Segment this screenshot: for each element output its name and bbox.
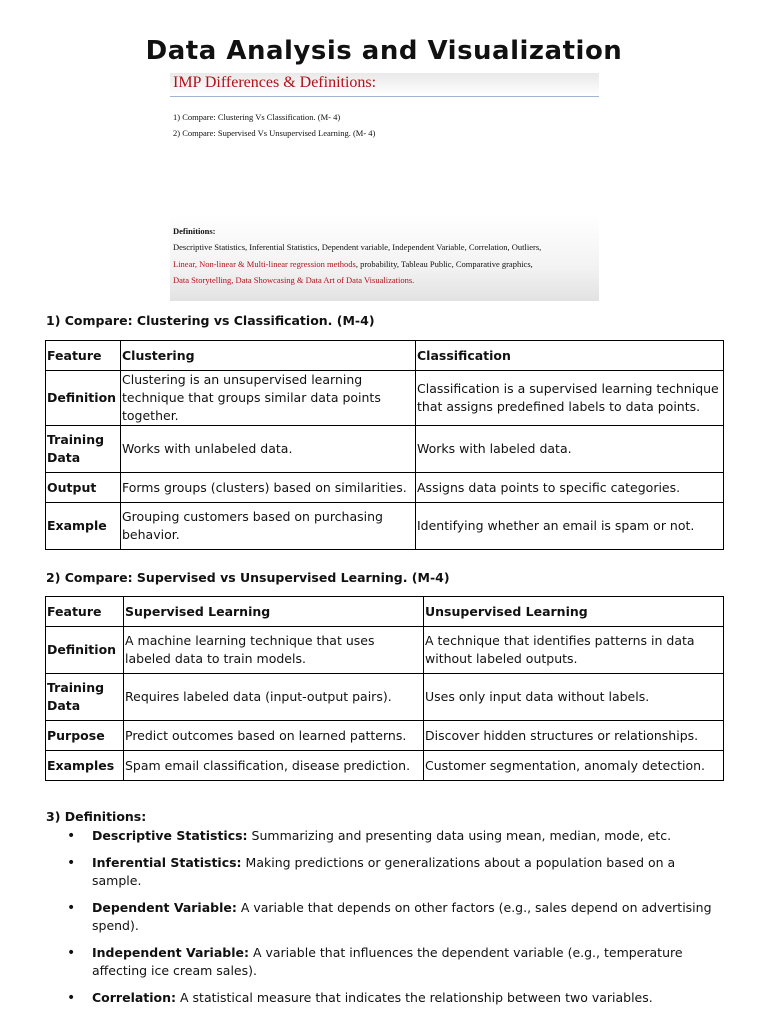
- definition-term: Dependent Variable:: [92, 900, 237, 915]
- column-header: Supervised Learning: [124, 597, 424, 627]
- row-header: Example: [46, 503, 121, 550]
- snapshot-definitions-line: Descriptive Statistics, Inferential Statistics, Dependent variable, Independent Variable, Correlation, Outliers,: [173, 242, 542, 252]
- column-header: Feature: [46, 597, 124, 627]
- table-row: [46, 503, 724, 550]
- list-item: [46, 854, 726, 890]
- table-cell: Customer segmentation, anomaly detection.: [424, 751, 724, 781]
- table-header-row: [46, 597, 724, 627]
- table-cell: A technique that identifies patterns in data without labeled outputs.: [424, 627, 724, 674]
- section2-heading: 2) Compare: Supervised vs Unsupervised Learning. (M-4): [46, 570, 450, 585]
- table-cell: Requires labeled data (input-output pairs).: [124, 674, 424, 721]
- table-cell: Uses only input data without labels.: [424, 674, 724, 721]
- table-cell: Discover hidden structures or relationships.: [424, 721, 724, 751]
- row-header: Training Data: [46, 426, 121, 473]
- definition-term: Descriptive Statistics:: [92, 828, 248, 843]
- definition-text: A variable that influences the dependent variable (e.g., temperature affecting ice cream sales).: [92, 945, 683, 978]
- bullet-icon: •: [67, 855, 76, 871]
- definition-text: Making predictions or generalizations about a population based on a sample.: [92, 855, 676, 888]
- snapshot-item: 2) Compare: Supervised Vs Unsupervised Learning. (M- 4): [173, 128, 376, 138]
- table-row: [46, 674, 724, 721]
- table-header-row: [46, 341, 724, 371]
- definition-term: Inferential Statistics:: [92, 855, 242, 870]
- supervised-vs-unsupervised-table: [45, 596, 724, 781]
- row-header: Purpose: [46, 721, 124, 751]
- column-header: Classification: [416, 341, 724, 371]
- table-cell: Spam email classification, disease prediction.: [124, 751, 424, 781]
- table-cell: Forms groups (clusters) based on similarities.: [121, 473, 416, 503]
- bullet-icon: •: [67, 945, 76, 961]
- column-header: Feature: [46, 341, 121, 371]
- definition-term: Correlation:: [92, 990, 177, 1005]
- definition-term: Independent Variable:: [92, 945, 249, 960]
- bullet-icon: •: [67, 900, 76, 916]
- table-cell: Works with labeled data.: [416, 426, 724, 473]
- section3-heading: 3) Definitions:: [46, 809, 147, 824]
- snapshot-header: IMP Differences & Definitions:: [170, 73, 599, 97]
- table-cell: Grouping customers based on purchasing behavior.: [121, 503, 416, 550]
- definition-text: A variable that depends on other factors (e.g., sales depend on advertising spend).: [92, 900, 712, 933]
- section1-heading: 1) Compare: Clustering vs Classification. (M-4): [46, 313, 375, 328]
- column-header: Clustering: [121, 341, 416, 371]
- table-cell: Assigns data points to specific categories.: [416, 473, 724, 503]
- snapshot-item: 1) Compare: Clustering Vs Classification. (M- 4): [173, 112, 341, 122]
- row-header: Definition: [46, 627, 124, 674]
- clustering-vs-classification-table: [45, 340, 724, 550]
- list-item: [46, 899, 726, 935]
- row-header: Definition: [46, 371, 121, 426]
- table-cell: Predict outcomes based on learned patterns.: [124, 721, 424, 751]
- table-row: [46, 473, 724, 503]
- table-cell: A machine learning technique that uses labeled data to train models.: [124, 627, 424, 674]
- embedded-notes-image: [170, 73, 599, 301]
- table-row: [46, 627, 724, 674]
- definition-text: A statistical measure that indicates the relationship between two variables.: [176, 990, 653, 1005]
- table-cell: Classification is a supervised learning technique that assigns predefined labels to data points.: [416, 371, 724, 426]
- definitions-list: [46, 827, 726, 1016]
- row-header: Output: [46, 473, 121, 503]
- list-item: [46, 989, 726, 1007]
- table-cell: Identifying whether an email is spam or not.: [416, 503, 724, 550]
- snapshot-text: , probability, Tableau Public, Comparative graphics,: [355, 259, 533, 269]
- snapshot-definitions-line: Data Storytelling, Data Showcasing & Data Art of Data Visualizations.: [173, 275, 415, 285]
- column-header: Unsupervised Learning: [424, 597, 724, 627]
- bullet-icon: •: [67, 990, 76, 1006]
- row-header: Examples: [46, 751, 124, 781]
- table-row: [46, 721, 724, 751]
- bullet-icon: •: [67, 828, 76, 844]
- list-item: [46, 944, 726, 980]
- list-item: [46, 827, 726, 845]
- definition-text: Summarizing and presenting data using mean, median, mode, etc.: [247, 828, 672, 843]
- snapshot-highlight: Linear, Non-linear & Multi-linear regression methods: [173, 259, 356, 269]
- row-header: Training Data: [46, 674, 124, 721]
- snapshot-definitions-line: [173, 259, 533, 269]
- table-cell: Clustering is an unsupervised learning technique that groups similar data points together.: [121, 371, 416, 426]
- table-row: [46, 426, 724, 473]
- page-title: Data Analysis and Visualization: [145, 36, 623, 66]
- table-row: [46, 751, 724, 781]
- snapshot-definitions-label: Definitions:: [173, 226, 216, 236]
- table-row: [46, 371, 724, 426]
- table-cell: Works with unlabeled data.: [121, 426, 416, 473]
